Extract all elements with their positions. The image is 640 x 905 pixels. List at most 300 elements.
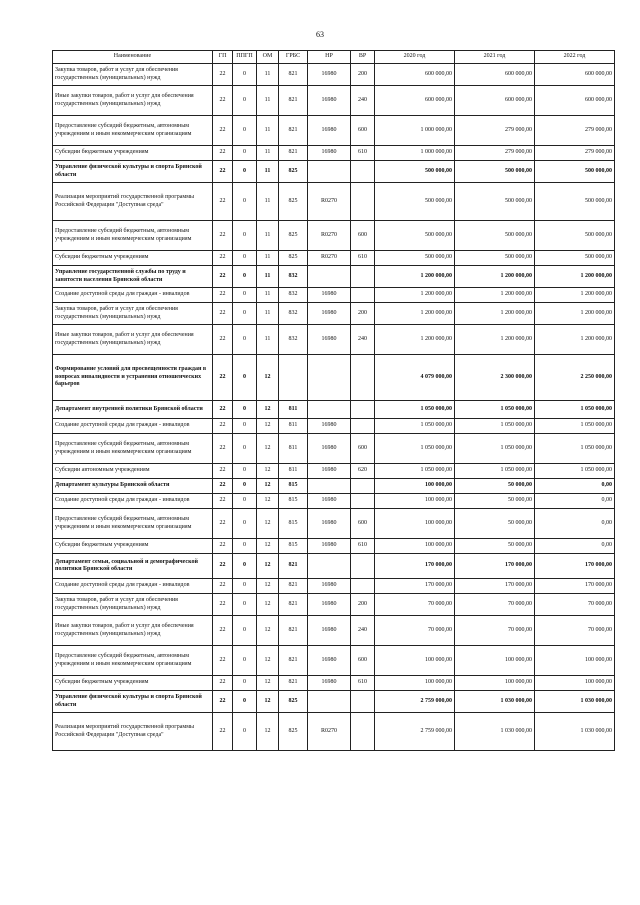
row-vr-cell: [351, 494, 375, 509]
row-ppgp-cell: 0: [233, 64, 257, 86]
header-name: Наименование: [53, 51, 213, 64]
row-2021-cell: 170 000,00: [455, 579, 535, 594]
row-2020-cell: 170 000,00: [375, 579, 455, 594]
row-name-cell: Управление физической культуры и спорта Брянской области: [53, 161, 213, 183]
row-name-cell: Формирование условий для просвещенности граждан в вопросах инвалидности и устранения отношенческих барьеров: [53, 355, 213, 401]
row-2022-cell: 1 030 000,00: [535, 691, 615, 713]
row-om-cell: 11: [257, 146, 279, 161]
row-2021-cell: 100 000,00: [455, 676, 535, 691]
row-name-cell: Создание доступной среды для граждан - инвалидов: [53, 494, 213, 509]
row-grbs-cell: 815: [279, 494, 308, 509]
table-row: [53, 676, 615, 691]
row-nr-cell: 16980: [308, 116, 351, 146]
row-vr-cell: 600: [351, 646, 375, 676]
header-gp: ГП: [213, 51, 233, 64]
row-om-cell: 12: [257, 479, 279, 494]
row-grbs-cell: 821: [279, 676, 308, 691]
row-ppgp-cell: 0: [233, 419, 257, 434]
header-ppgp: ППГП: [233, 51, 257, 64]
row-ppgp-cell: 0: [233, 479, 257, 494]
row-om-cell: 12: [257, 713, 279, 751]
row-grbs-cell: 832: [279, 266, 308, 288]
row-vr-cell: 240: [351, 86, 375, 116]
row-ppgp-cell: 0: [233, 434, 257, 464]
row-name-cell: Департамент семьи, социальной и демографической политики Брянской области: [53, 554, 213, 579]
row-name-cell: Предоставление субсидий бюджетным, автономным учреждениям и иным некоммерческим организациям: [53, 646, 213, 676]
row-2021-cell: 1 050 000,00: [455, 419, 535, 434]
table-row: [53, 86, 615, 116]
row-om-cell: 12: [257, 594, 279, 616]
row-2021-cell: 1 030 000,00: [455, 713, 535, 751]
table-row: [53, 146, 615, 161]
row-vr-cell: 600: [351, 116, 375, 146]
row-grbs-cell: 811: [279, 464, 308, 479]
row-gp-cell: 22: [213, 646, 233, 676]
row-grbs-cell: 811: [279, 419, 308, 434]
row-nr-cell: 16980: [308, 494, 351, 509]
row-2020-cell: 1 050 000,00: [375, 434, 455, 464]
row-2021-cell: 500 000,00: [455, 251, 535, 266]
row-grbs-cell: 825: [279, 691, 308, 713]
table-row: [53, 579, 615, 594]
row-nr-cell: [308, 401, 351, 419]
row-gp-cell: 22: [213, 303, 233, 325]
row-grbs-cell: [279, 355, 308, 401]
row-om-cell: 11: [257, 325, 279, 355]
table-header-row: [53, 51, 615, 64]
table-row: [53, 464, 615, 479]
row-2020-cell: 100 000,00: [375, 646, 455, 676]
row-nr-cell: 16980: [308, 594, 351, 616]
row-2020-cell: 500 000,00: [375, 183, 455, 221]
row-2020-cell: 1 200 000,00: [375, 266, 455, 288]
row-grbs-cell: 825: [279, 251, 308, 266]
row-ppgp-cell: 0: [233, 325, 257, 355]
row-2022-cell: 600 000,00: [535, 64, 615, 86]
table-row: [53, 64, 615, 86]
row-grbs-cell: 821: [279, 579, 308, 594]
row-2021-cell: 50 000,00: [455, 494, 535, 509]
table-row: [53, 251, 615, 266]
row-nr-cell: 16980: [308, 325, 351, 355]
row-gp-cell: 22: [213, 401, 233, 419]
row-vr-cell: 610: [351, 539, 375, 554]
row-om-cell: 12: [257, 646, 279, 676]
row-2022-cell: 1 200 000,00: [535, 303, 615, 325]
row-2021-cell: 50 000,00: [455, 509, 535, 539]
row-2020-cell: 1 000 000,00: [375, 146, 455, 161]
row-om-cell: 12: [257, 464, 279, 479]
table-row: [53, 288, 615, 303]
row-name-cell: Реализация мероприятий государственной программы Российской Федерации "Доступная среда": [53, 713, 213, 751]
row-2020-cell: 2 759 000,00: [375, 713, 455, 751]
row-ppgp-cell: 0: [233, 251, 257, 266]
row-2020-cell: 100 000,00: [375, 509, 455, 539]
row-nr-cell: 16980: [308, 86, 351, 116]
row-name-cell: Создание доступной среды для граждан - инвалидов: [53, 579, 213, 594]
row-2020-cell: 500 000,00: [375, 221, 455, 251]
row-ppgp-cell: 0: [233, 713, 257, 751]
row-nr-cell: [308, 161, 351, 183]
row-2021-cell: 1 050 000,00: [455, 464, 535, 479]
row-vr-cell: [351, 183, 375, 221]
row-name-cell: Предоставление субсидий бюджетным, автономным учреждениям и иным некоммерческим организациям: [53, 116, 213, 146]
row-vr-cell: 200: [351, 303, 375, 325]
row-nr-cell: R0270: [308, 221, 351, 251]
row-om-cell: 11: [257, 288, 279, 303]
row-name-cell: Субсидии автономным учреждениям: [53, 464, 213, 479]
row-nr-cell: 16980: [308, 419, 351, 434]
row-2021-cell: 70 000,00: [455, 616, 535, 646]
row-2020-cell: 500 000,00: [375, 161, 455, 183]
table-row: [53, 434, 615, 464]
row-gp-cell: 22: [213, 616, 233, 646]
row-ppgp-cell: 0: [233, 616, 257, 646]
row-nr-cell: 16980: [308, 64, 351, 86]
row-grbs-cell: 811: [279, 434, 308, 464]
row-2020-cell: 1 050 000,00: [375, 464, 455, 479]
row-name-cell: Управление физической культуры и спорта Брянской области: [53, 691, 213, 713]
row-vr-cell: 600: [351, 434, 375, 464]
row-vr-cell: [351, 554, 375, 579]
row-2021-cell: 170 000,00: [455, 554, 535, 579]
row-vr-cell: 600: [351, 221, 375, 251]
row-grbs-cell: 821: [279, 64, 308, 86]
row-vr-cell: 610: [351, 146, 375, 161]
row-name-cell: Закупка товаров, работ и услуг для обеспечения государственных (муниципальных) нужд: [53, 303, 213, 325]
row-vr-cell: 610: [351, 676, 375, 691]
row-2020-cell: 1 050 000,00: [375, 401, 455, 419]
row-2020-cell: 1 200 000,00: [375, 288, 455, 303]
table-row: [53, 646, 615, 676]
header-nr: НР: [308, 51, 351, 64]
row-2022-cell: 2 250 000,00: [535, 355, 615, 401]
table-row: [53, 616, 615, 646]
row-2022-cell: 1 200 000,00: [535, 266, 615, 288]
table-row: [53, 183, 615, 221]
header-2021: 2021 год: [455, 51, 535, 64]
row-grbs-cell: 821: [279, 616, 308, 646]
row-nr-cell: 16980: [308, 509, 351, 539]
table-row: [53, 419, 615, 434]
row-ppgp-cell: 0: [233, 116, 257, 146]
row-vr-cell: [351, 691, 375, 713]
row-name-cell: Департамент культуры Брянской области: [53, 479, 213, 494]
row-grbs-cell: 821: [279, 646, 308, 676]
row-gp-cell: 22: [213, 288, 233, 303]
row-grbs-cell: 821: [279, 554, 308, 579]
row-nr-cell: R0270: [308, 251, 351, 266]
row-grbs-cell: 821: [279, 86, 308, 116]
row-2022-cell: 1 200 000,00: [535, 288, 615, 303]
row-name-cell: Предоставление субсидий бюджетным, автономным учреждениям и иным некоммерческим организациям: [53, 434, 213, 464]
row-2020-cell: 500 000,00: [375, 251, 455, 266]
table-row: [53, 161, 615, 183]
row-2020-cell: 100 000,00: [375, 494, 455, 509]
row-vr-cell: 240: [351, 325, 375, 355]
row-om-cell: 12: [257, 509, 279, 539]
row-grbs-cell: 832: [279, 325, 308, 355]
row-2021-cell: 500 000,00: [455, 183, 535, 221]
row-2022-cell: 0,00: [535, 479, 615, 494]
row-gp-cell: 22: [213, 539, 233, 554]
row-nr-cell: [308, 266, 351, 288]
row-ppgp-cell: 0: [233, 509, 257, 539]
row-gp-cell: 22: [213, 554, 233, 579]
table-row: [53, 116, 615, 146]
row-gp-cell: 22: [213, 355, 233, 401]
row-name-cell: Иные закупки товаров, работ и услуг для обеспечения государственных (муниципальных) нужд: [53, 616, 213, 646]
row-2021-cell: 100 000,00: [455, 646, 535, 676]
row-2022-cell: 170 000,00: [535, 579, 615, 594]
row-2022-cell: 1 050 000,00: [535, 464, 615, 479]
table-row: [53, 539, 615, 554]
row-grbs-cell: 821: [279, 116, 308, 146]
row-ppgp-cell: 0: [233, 646, 257, 676]
table-row: [53, 355, 615, 401]
row-gp-cell: 22: [213, 713, 233, 751]
row-gp-cell: 22: [213, 509, 233, 539]
row-2021-cell: 1 030 000,00: [455, 691, 535, 713]
row-nr-cell: 16980: [308, 434, 351, 464]
row-vr-cell: [351, 479, 375, 494]
row-2020-cell: 1 050 000,00: [375, 419, 455, 434]
table-row: [53, 401, 615, 419]
row-ppgp-cell: 0: [233, 539, 257, 554]
row-2022-cell: 279 000,00: [535, 146, 615, 161]
row-2020-cell: 170 000,00: [375, 554, 455, 579]
row-2022-cell: 1 200 000,00: [535, 325, 615, 355]
row-2020-cell: 600 000,00: [375, 64, 455, 86]
row-vr-cell: 200: [351, 64, 375, 86]
row-grbs-cell: 821: [279, 146, 308, 161]
header-vr: ВР: [351, 51, 375, 64]
row-2022-cell: 500 000,00: [535, 161, 615, 183]
row-vr-cell: 240: [351, 616, 375, 646]
row-grbs-cell: 825: [279, 713, 308, 751]
row-name-cell: Предоставление субсидий бюджетным, автономным учреждениям и иным некоммерческим организациям: [53, 509, 213, 539]
row-name-cell: Реализация мероприятий государственной программы Российской Федерации "Доступная среда": [53, 183, 213, 221]
table-row: [53, 691, 615, 713]
row-2022-cell: 70 000,00: [535, 616, 615, 646]
header-2020: 2020 год: [375, 51, 455, 64]
row-nr-cell: 16980: [308, 146, 351, 161]
row-2022-cell: 0,00: [535, 494, 615, 509]
row-om-cell: 12: [257, 554, 279, 579]
row-ppgp-cell: 0: [233, 161, 257, 183]
row-om-cell: 11: [257, 266, 279, 288]
row-gp-cell: 22: [213, 494, 233, 509]
row-om-cell: 11: [257, 221, 279, 251]
table-body: [53, 64, 615, 751]
row-vr-cell: 600: [351, 509, 375, 539]
row-vr-cell: [351, 355, 375, 401]
row-2020-cell: 4 079 000,00: [375, 355, 455, 401]
row-nr-cell: [308, 479, 351, 494]
row-2022-cell: 0,00: [535, 509, 615, 539]
row-2020-cell: 70 000,00: [375, 594, 455, 616]
row-ppgp-cell: 0: [233, 183, 257, 221]
row-gp-cell: 22: [213, 183, 233, 221]
row-2022-cell: 1 050 000,00: [535, 401, 615, 419]
row-om-cell: 11: [257, 64, 279, 86]
row-om-cell: 12: [257, 401, 279, 419]
row-om-cell: 12: [257, 434, 279, 464]
row-om-cell: 11: [257, 86, 279, 116]
page-number: 63: [316, 30, 324, 39]
row-grbs-cell: 811: [279, 401, 308, 419]
row-gp-cell: 22: [213, 594, 233, 616]
row-grbs-cell: 832: [279, 303, 308, 325]
row-nr-cell: R0270: [308, 713, 351, 751]
row-ppgp-cell: 0: [233, 691, 257, 713]
row-ppgp-cell: 0: [233, 86, 257, 116]
row-vr-cell: [351, 288, 375, 303]
row-2020-cell: 100 000,00: [375, 676, 455, 691]
row-nr-cell: [308, 355, 351, 401]
row-ppgp-cell: 0: [233, 401, 257, 419]
row-nr-cell: 16980: [308, 579, 351, 594]
row-name-cell: Создание доступной среды для граждан - инвалидов: [53, 288, 213, 303]
row-ppgp-cell: 0: [233, 221, 257, 251]
row-nr-cell: [308, 691, 351, 713]
header-grbs: ГРБС: [279, 51, 308, 64]
row-grbs-cell: 815: [279, 539, 308, 554]
row-gp-cell: 22: [213, 676, 233, 691]
row-om-cell: 11: [257, 161, 279, 183]
row-name-cell: Субсидии бюджетным учреждениям: [53, 539, 213, 554]
row-vr-cell: 200: [351, 594, 375, 616]
row-name-cell: Иные закупки товаров, работ и услуг для обеспечения государственных (муниципальных) нужд: [53, 86, 213, 116]
row-2021-cell: 279 000,00: [455, 146, 535, 161]
row-name-cell: Предоставление субсидий бюджетным, автономным учреждениям и иным некоммерческим организациям: [53, 221, 213, 251]
row-2022-cell: 1 050 000,00: [535, 434, 615, 464]
row-nr-cell: 16980: [308, 646, 351, 676]
table-row: [53, 266, 615, 288]
row-ppgp-cell: 0: [233, 554, 257, 579]
table-row: [53, 509, 615, 539]
row-om-cell: 12: [257, 676, 279, 691]
row-om-cell: 11: [257, 116, 279, 146]
row-2021-cell: 50 000,00: [455, 479, 535, 494]
table-row: [53, 325, 615, 355]
row-vr-cell: [351, 713, 375, 751]
row-vr-cell: [351, 579, 375, 594]
row-grbs-cell: 821: [279, 594, 308, 616]
row-2020-cell: 2 759 000,00: [375, 691, 455, 713]
row-om-cell: 11: [257, 183, 279, 221]
row-2020-cell: 1 000 000,00: [375, 116, 455, 146]
row-2020-cell: 70 000,00: [375, 616, 455, 646]
row-2021-cell: 50 000,00: [455, 539, 535, 554]
row-ppgp-cell: 0: [233, 464, 257, 479]
table-row: [53, 303, 615, 325]
row-nr-cell: R0270: [308, 183, 351, 221]
row-nr-cell: 16980: [308, 676, 351, 691]
row-name-cell: Закупка товаров, работ и услуг для обеспечения государственных (муниципальных) нужд: [53, 594, 213, 616]
row-grbs-cell: 815: [279, 509, 308, 539]
row-2022-cell: 170 000,00: [535, 554, 615, 579]
row-2020-cell: 1 200 000,00: [375, 303, 455, 325]
row-name-cell: Субсидии бюджетным учреждениям: [53, 251, 213, 266]
row-name-cell: Иные закупки товаров, работ и услуг для обеспечения государственных (муниципальных) нужд: [53, 325, 213, 355]
row-2022-cell: 1 030 000,00: [535, 713, 615, 751]
row-om-cell: 12: [257, 579, 279, 594]
row-2022-cell: 500 000,00: [535, 183, 615, 221]
header-2022: 2022 год: [535, 51, 615, 64]
row-gp-cell: 22: [213, 479, 233, 494]
row-2021-cell: 1 050 000,00: [455, 434, 535, 464]
row-2022-cell: 500 000,00: [535, 251, 615, 266]
row-om-cell: 11: [257, 303, 279, 325]
row-2021-cell: 2 300 000,00: [455, 355, 535, 401]
row-name-cell: Создание доступной среды для граждан - инвалидов: [53, 419, 213, 434]
row-gp-cell: 22: [213, 579, 233, 594]
row-gp-cell: 22: [213, 116, 233, 146]
row-vr-cell: [351, 419, 375, 434]
row-ppgp-cell: 0: [233, 146, 257, 161]
row-2022-cell: 100 000,00: [535, 676, 615, 691]
row-2022-cell: 0,00: [535, 539, 615, 554]
row-grbs-cell: 815: [279, 479, 308, 494]
row-name-cell: Субсидии бюджетным учреждениям: [53, 676, 213, 691]
row-ppgp-cell: 0: [233, 355, 257, 401]
row-ppgp-cell: 0: [233, 266, 257, 288]
row-om-cell: 12: [257, 419, 279, 434]
row-ppgp-cell: 0: [233, 288, 257, 303]
row-ppgp-cell: 0: [233, 494, 257, 509]
row-2021-cell: 1 050 000,00: [455, 401, 535, 419]
row-om-cell: 12: [257, 355, 279, 401]
row-gp-cell: 22: [213, 266, 233, 288]
row-2022-cell: 279 000,00: [535, 116, 615, 146]
row-2022-cell: 500 000,00: [535, 221, 615, 251]
row-gp-cell: 22: [213, 161, 233, 183]
table-row: [53, 594, 615, 616]
row-gp-cell: 22: [213, 86, 233, 116]
row-2021-cell: 1 200 000,00: [455, 266, 535, 288]
row-nr-cell: 16980: [308, 303, 351, 325]
row-nr-cell: 16980: [308, 288, 351, 303]
row-grbs-cell: 825: [279, 161, 308, 183]
row-ppgp-cell: 0: [233, 594, 257, 616]
row-2021-cell: 600 000,00: [455, 86, 535, 116]
row-gp-cell: 22: [213, 325, 233, 355]
row-2021-cell: 70 000,00: [455, 594, 535, 616]
row-om-cell: 12: [257, 691, 279, 713]
row-2021-cell: 279 000,00: [455, 116, 535, 146]
row-gp-cell: 22: [213, 251, 233, 266]
row-2022-cell: 100 000,00: [535, 646, 615, 676]
row-gp-cell: 22: [213, 691, 233, 713]
row-om-cell: 12: [257, 539, 279, 554]
row-2021-cell: 500 000,00: [455, 161, 535, 183]
row-gp-cell: 22: [213, 464, 233, 479]
row-om-cell: 12: [257, 616, 279, 646]
row-2022-cell: 1 050 000,00: [535, 419, 615, 434]
row-vr-cell: [351, 401, 375, 419]
table-row: [53, 479, 615, 494]
row-ppgp-cell: 0: [233, 676, 257, 691]
table-row: [53, 713, 615, 751]
row-name-cell: Закупка товаров, работ и услуг для обеспечения государственных (муниципальных) нужд: [53, 64, 213, 86]
row-name-cell: Департамент внутренней политики Брянской области: [53, 401, 213, 419]
row-nr-cell: 16980: [308, 464, 351, 479]
row-vr-cell: [351, 161, 375, 183]
row-2020-cell: 100 000,00: [375, 539, 455, 554]
row-ppgp-cell: 0: [233, 303, 257, 325]
row-nr-cell: 16980: [308, 539, 351, 554]
